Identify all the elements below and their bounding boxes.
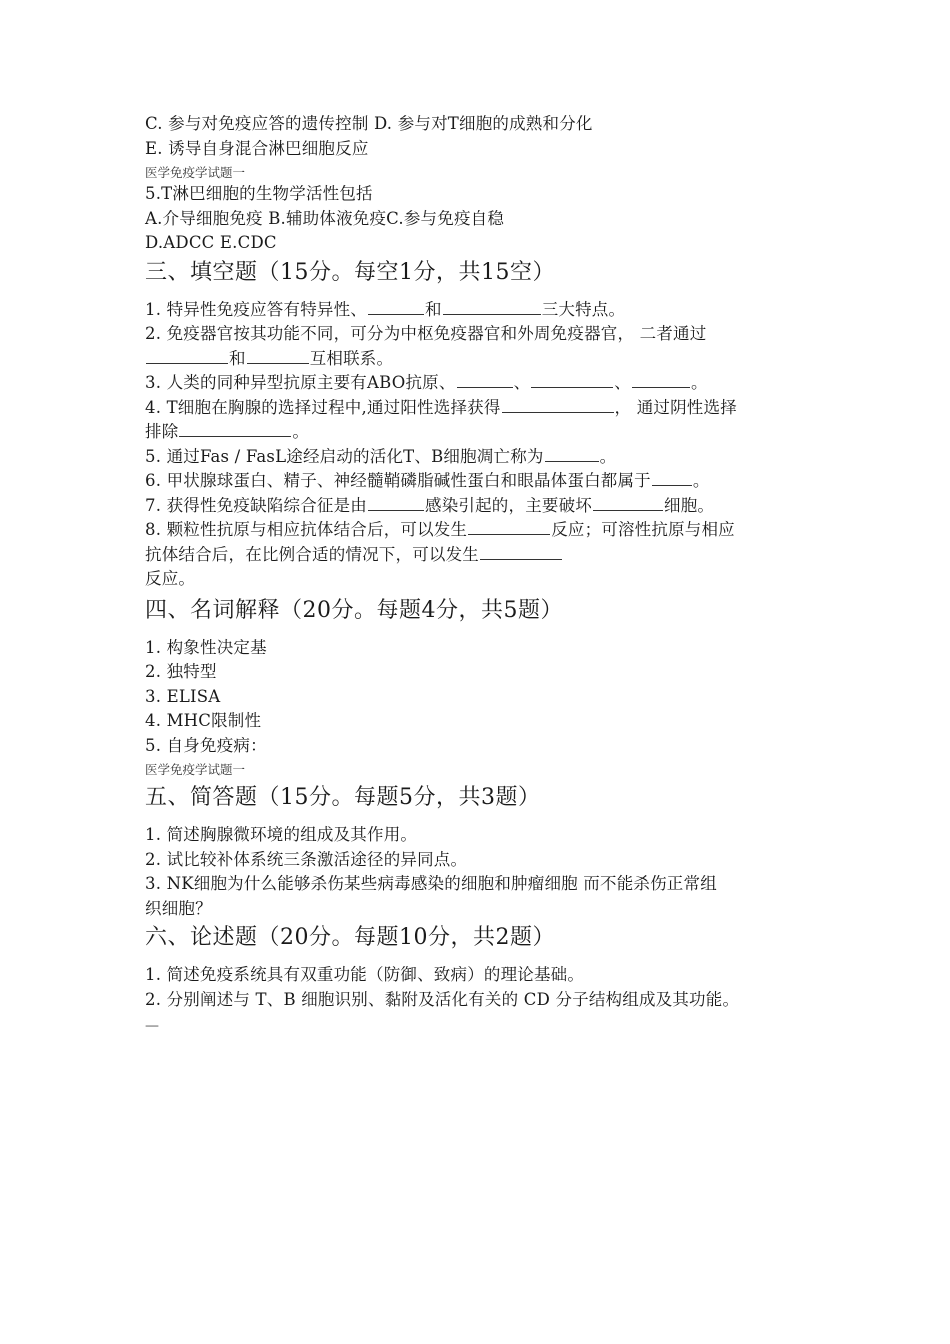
fill-question-8-line-2: 抗体结合后，在比例合适的情况下，可以发生 <box>145 543 815 568</box>
answer-blank <box>368 494 424 511</box>
answer-blank <box>480 543 562 560</box>
question-5-options-de: D.ADCC E.CDC <box>145 233 277 252</box>
short-answer-question-3-line-1: 3. NK细胞为什么能够杀伤某些病毒感染的细胞和肿瘤细胞 而不能杀伤正常组 <box>145 874 717 893</box>
answer-blank <box>652 469 692 486</box>
fill-question-8-line-3: 反应。 <box>145 569 196 588</box>
page-end-mark: — <box>145 1018 159 1034</box>
section-4-heading: 四、名词解释（20分。每题4分，共5题） <box>145 597 563 623</box>
term-item: 2. 独特型 <box>145 662 217 681</box>
answer-blank <box>146 347 228 364</box>
fill-question-5: 5. 通过Fas / FasL途经启动的活化T、B细胞凋亡称为 。 <box>145 446 617 466</box>
short-answer-question-2: 2. 试比较补体系统三条激活途径的异同点。 <box>145 849 468 869</box>
term-item: 1. 构象性决定基 <box>145 637 267 657</box>
answer-blank <box>593 494 663 511</box>
fill-question-2-line-2: 和 互相联系。 <box>145 347 815 372</box>
running-head: 医学免疫学试题一 <box>145 165 246 180</box>
section-6-heading: 六、论述题（20分。每题10分，共2题） <box>145 925 555 950</box>
question-5-options-abc: A.介导细胞免疫 B.辅助体液免疫C.参与免疫自稳 <box>145 208 505 228</box>
essay-question-1: 1. 简述免疫系统具有双重功能（防御、致病）的理论基础。 <box>145 965 585 984</box>
answer-blank <box>468 518 550 535</box>
fill-question-6: 6. 甲状腺球蛋白、精子、神经髓鞘磷脂碱性蛋白和眼晶体蛋白都属于 。 <box>145 471 710 490</box>
term-item: 4. MHC限制性 <box>145 711 262 730</box>
fill-question-7: 7. 获得性免疫缺陷综合征是由 感染引起的，主要破坏 细胞。 <box>145 495 715 515</box>
question-options-cd: C. 参与对免疫应答的遗传控制 D. 参与对T细胞的成熟和分化 <box>145 114 593 133</box>
answer-blank <box>545 445 599 462</box>
answer-blank <box>179 420 291 437</box>
fill-question-1: 1. 特异性免疫应答有特异性、 和 三大特点。 <box>145 299 626 319</box>
answer-blank <box>502 396 614 413</box>
section-3-heading: 三、填空题（15分。每空1分，共15空） <box>145 259 555 285</box>
essay-question-2: 2. 分别阐述与 T、B 细胞识别、黏附及活化有关的 CD 分子结构组成及其功能。 <box>145 989 740 1009</box>
running-head: 医学免疫学试题一 <box>145 762 246 777</box>
question-option-e: E. 诱导自身混合淋巴细胞反应 <box>145 138 369 158</box>
section-5-heading: 五、简答题（15分。每题5分，共3题） <box>145 785 541 810</box>
short-answer-question-3-line-2: 织细胞？ <box>145 898 212 918</box>
term-item: 3. ELISA <box>145 686 221 706</box>
answer-blank <box>457 371 513 388</box>
answer-blank <box>247 347 309 364</box>
fill-question-4-line-1: 4. T细胞在胸腺的选择过程中,通过阳性选择获得 ， 通过阴性选择 <box>145 397 737 417</box>
term-item: 5. 自身免疫病： <box>145 735 267 755</box>
fill-question-4-line-2: 排除 。 <box>145 422 310 441</box>
question-5-stem: 5.T淋巴细胞的生物学活性包括 <box>145 184 373 203</box>
exam-page <box>145 112 815 1034</box>
fill-question-8-line-1: 8. 颗粒性抗原与相应抗体结合后，可以发生 反应；可溶性抗原与相应 <box>145 520 735 539</box>
short-answer-question-1: 1. 简述胸腺微环境的组成及其作用。 <box>145 825 418 844</box>
fill-question-2-line-1: 2. 免疫器官按其功能不同，可分为中枢免疫器官和外周免疫器官， 二者通过 <box>145 324 707 343</box>
answer-blank <box>368 298 424 315</box>
answer-blank <box>531 371 613 388</box>
fill-question-3: 3. 人类的同种异型抗原主要有ABO抗原、 、 、 。 <box>145 373 708 392</box>
answer-blank <box>632 371 690 388</box>
answer-blank <box>443 298 541 315</box>
